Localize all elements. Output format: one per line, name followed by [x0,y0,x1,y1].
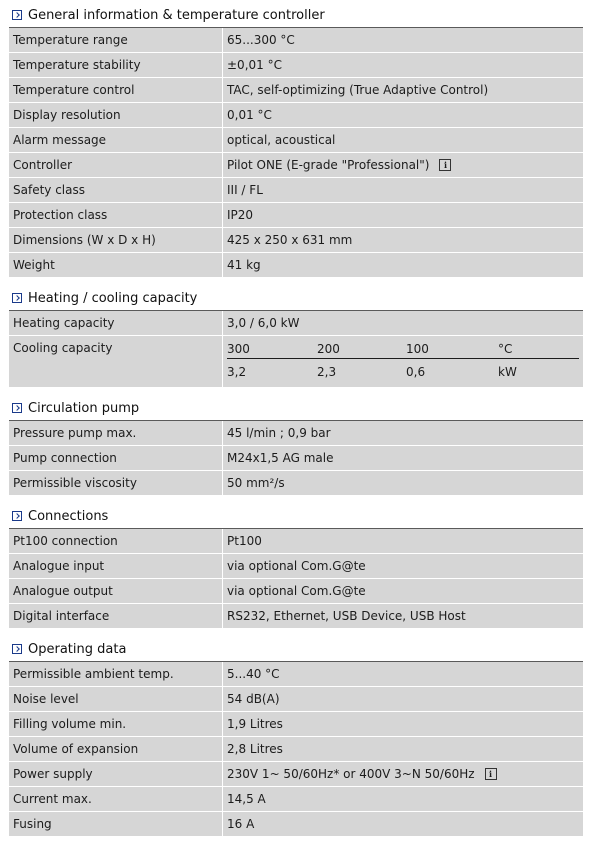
section-header[interactable] [9,637,583,662]
spec-label: Temperature stability [9,53,223,77]
spec-row [9,712,583,737]
section-title: Connections [28,508,109,524]
spec-label: Digital interface [9,604,223,628]
spec-row [9,812,583,837]
spec-row [9,737,583,762]
spec-value: IP20 [227,208,254,222]
section-circulation-pump [9,396,583,496]
spec-row [9,529,583,554]
cooling-temp-row [227,340,579,359]
spec-value: via optional Com.G@te [227,584,366,598]
spec-label: Current max. [9,787,223,811]
cooling-temp: 100 [406,342,429,356]
spec-value: 1,9 Litres [227,717,283,731]
section-title: Heating / cooling capacity [28,290,198,306]
expand-arrow-icon[interactable] [12,403,22,413]
section-header[interactable] [9,504,583,529]
spec-value: RS232, Ethernet, USB Device, USB Host [227,609,466,623]
spec-value: 16 A [227,817,255,831]
spec-row-cooling [9,336,583,388]
spec-label: Display resolution [9,103,223,127]
spec-row [9,53,583,78]
expand-arrow-icon[interactable] [12,10,22,20]
spec-value-with-info [223,762,583,786]
section-title: Operating data [28,641,127,657]
spec-row [9,78,583,103]
spec-label: Temperature range [9,28,223,52]
section-header[interactable] [9,286,583,311]
spec-value: 425 x 250 x 631 mm [227,233,353,247]
cooling-value: 2,3 [317,365,337,379]
cooling-value-row [227,363,579,381]
spec-value-with-info [223,153,583,177]
spec-label: Temperature control [9,78,223,102]
spec-label: Protection class [9,203,223,227]
spec-value: 50 mm²/s [227,476,285,490]
expand-arrow-icon[interactable] [12,644,22,654]
spec-label: Pressure pump max. [9,421,223,445]
spec-value: 65...300 °C [227,33,295,47]
section-operating-data [9,637,583,837]
spec-row [9,662,583,687]
cooling-value-unit: kW [498,365,517,379]
spec-row [9,446,583,471]
spec-value: Pilot ONE (E-grade "Professional") [227,158,430,172]
spec-row [9,604,583,629]
cooling-temp: 300 [227,342,250,356]
spec-label: Weight [9,253,223,277]
spec-row [9,228,583,253]
spec-label: Analogue input [9,554,223,578]
spec-row [9,203,583,228]
cooling-value: 0,6 [406,365,426,379]
spec-value: via optional Com.G@te [227,559,366,573]
spec-row [9,421,583,446]
spec-value: 41 kg [227,258,261,272]
spec-label: Permissible ambient temp. [9,662,223,686]
spec-row [9,787,583,812]
info-icon[interactable]: i [439,159,451,171]
spec-value: TAC, self-optimizing (True Adaptive Control) [227,83,489,97]
spec-row [9,153,583,178]
spec-label: Pt100 connection [9,529,223,553]
spec-label: Analogue output [9,579,223,603]
spec-label: Fusing [9,812,223,836]
spec-label: Volume of expansion [9,737,223,761]
spec-label: Cooling capacity [9,336,223,387]
spec-row [9,253,583,278]
spec-value: M24x1,5 AG male [227,451,334,465]
expand-arrow-icon[interactable] [12,511,22,521]
spec-row [9,28,583,53]
spec-label: Pump connection [9,446,223,470]
section-header[interactable] [9,3,583,28]
spec-value: 14,5 A [227,792,266,806]
spec-value: optical, acoustical [227,133,336,147]
cooling-temp-unit: °C [498,342,513,356]
spec-value: 54 dB(A) [227,692,280,706]
spec-value: 5...40 °C [227,667,280,681]
spec-label: Safety class [9,178,223,202]
section-general [9,3,583,278]
spec-row [9,471,583,496]
cooling-temp: 200 [317,342,340,356]
expand-arrow-icon[interactable] [12,293,22,303]
spec-row [9,103,583,128]
spec-row [9,128,583,153]
section-connections [9,504,583,629]
info-icon[interactable]: i [485,768,497,780]
spec-row [9,579,583,604]
spec-label: Heating capacity [9,311,223,335]
spec-value: Pt100 [227,534,262,548]
spec-label: Power supply [9,762,223,786]
section-header[interactable] [9,396,583,421]
cooling-value: 3,2 [227,365,247,379]
spec-label: Dimensions (W x D x H) [9,228,223,252]
spec-value: 45 l/min ; 0,9 bar [227,426,331,440]
spec-label: Filling volume min. [9,712,223,736]
spec-label: Alarm message [9,128,223,152]
section-title: General information & temperature controller [28,7,325,23]
spec-row [9,178,583,203]
spec-label: Controller [9,153,223,177]
cooling-capacity-table [223,336,583,387]
spec-row [9,687,583,712]
spec-value: 0,01 °C [227,108,272,122]
spec-row [9,554,583,579]
spec-row [9,311,583,336]
spec-value: ±0,01 °C [227,58,282,72]
section-heating-cooling [9,286,583,388]
spec-label: Permissible viscosity [9,471,223,495]
spec-value: 3,0 / 6,0 kW [227,316,300,330]
spec-label: Noise level [9,687,223,711]
spec-value: III / FL [227,183,263,197]
section-title: Circulation pump [28,400,140,416]
spec-value: 2,8 Litres [227,742,283,756]
spec-value: 230V 1~ 50/60Hz* or 400V 3~N 50/60Hz [227,767,475,781]
spec-row [9,762,583,787]
